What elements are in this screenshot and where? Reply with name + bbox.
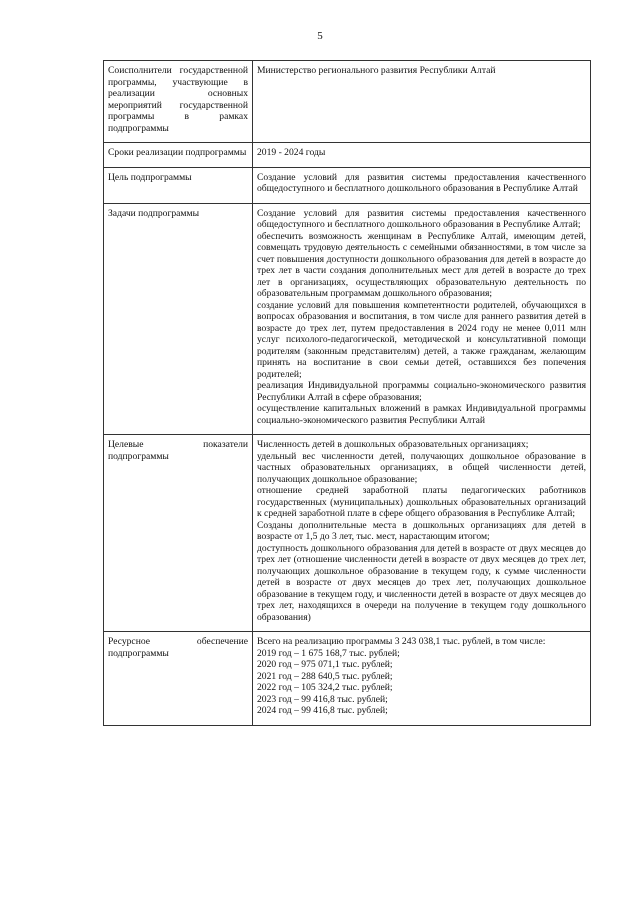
funding-line: 2021 год – 288 640,5 тыс. рублей; bbox=[257, 670, 393, 682]
table-row bbox=[104, 435, 591, 632]
funding-line: 2019 год – 1 675 168,7 тыс. рублей; bbox=[257, 647, 400, 659]
value-paragraph: создание условий для повышения компетентности родителей, обучающихся в вопросах образования и воспитания, в том числе для раннего развития детей в возрасте до трех лет, путем предоставления в 2024 году не менее 0,011 млн услуг психолого-педагогической, методической и консультативной помощи родителям (законным представителям) детей, а также гражданам, желающим принять на воспитание в свои семьи детей, оставшихся без попечения родителей; bbox=[257, 299, 586, 380]
row-value bbox=[253, 435, 591, 632]
value-paragraph: Создание условий для развития системы предоставления качественного общедоступного и бесплатного дошкольного образования в Республике Алтай bbox=[257, 171, 586, 194]
value-paragraph: реализация Индивидуальной программы социально-экономического развития Республики Алтай в сфере образования; bbox=[257, 380, 586, 403]
row-value bbox=[253, 61, 591, 143]
funding-line: 2023 год – 99 416,8 тыс. рублей; bbox=[257, 693, 388, 705]
row-label: Соисполнители государственной программы, участвующие в реализации основных мероприятий государственной программы в рамках подпрограммы bbox=[104, 61, 253, 143]
row-value bbox=[253, 167, 591, 203]
row-label: Ресурсное обеспечение подпрограммы bbox=[104, 632, 253, 726]
funding-line: 2022 год – 105 324,2 тыс. рублей; bbox=[257, 682, 393, 693]
value-paragraph: 2019 - 2024 годы bbox=[257, 147, 326, 158]
value-paragraph: Создание условий для развития системы предоставления качественного общедоступного и бесплатного дошкольного образования в Республике Алтай; bbox=[257, 207, 586, 230]
row-label: Задачи подпрограммы bbox=[104, 203, 253, 435]
value-paragraph: доступность дошкольного образования для детей в возрасте от двух месяцев до трех лет (отношение численности детей в возрасте от двух месяцев до трех лет, получающих дошкольное образование в текущем году, к сумме численности детей в возрасте от двух месяцев до трех лет, получающих дошкольное образование в текущем году, и численности детей в возрасте от двух месяцев до трех лет, находящихся в очереди на получение в текущем году дошкольного образования) bbox=[257, 542, 586, 623]
funding-line: Всего на реализацию программы 3 243 038,1 тыс. рублей, в том числе: bbox=[257, 636, 546, 647]
row-label: Сроки реализации подпрограммы bbox=[104, 143, 253, 168]
value-paragraph: Министерство регионального развития Республики Алтай bbox=[257, 65, 496, 76]
table-row bbox=[104, 143, 591, 168]
value-paragraph: отношение средней заработной платы педагогических работников государственных (муниципальных) дошкольных образовательных организаций к средней заработной плате в сфере общего образования в Республике Алтай; bbox=[257, 485, 586, 519]
row-value bbox=[253, 143, 591, 168]
funding-line: 2020 год – 975 071,1 тыс. рублей; bbox=[257, 659, 393, 670]
row-label: Целевые показатели подпрограммы bbox=[104, 435, 253, 632]
row-value bbox=[253, 203, 591, 435]
table-row bbox=[104, 203, 591, 435]
subprogram-passport-table bbox=[103, 60, 591, 726]
table-row bbox=[104, 61, 591, 143]
page-number: 5 bbox=[317, 30, 323, 42]
funding-line: 2024 год – 99 416,8 тыс. рублей; bbox=[257, 705, 388, 716]
value-paragraph: осуществление капитальных вложений в рамках Индивидуальной программы социально-экономического развития Республики Алтай bbox=[257, 403, 586, 426]
table-row bbox=[104, 632, 591, 726]
row-label: Цель подпрограммы bbox=[104, 167, 253, 203]
value-paragraph: Созданы дополнительные места в дошкольных организациях для детей в возрасте от 1,5 до 3 лет, тыс. мест, нарастающим итогом; bbox=[257, 519, 586, 542]
table-row bbox=[104, 167, 591, 203]
value-paragraph: Численность детей в дошкольных образовательных организациях; bbox=[257, 439, 529, 450]
row-value bbox=[253, 632, 591, 726]
value-paragraph: обеспечить возможность женщинам в Республике Алтай, имеющим детей, совмещать трудовую деятельность с семейными обязанностями, в том числе за счет повышения доступности дошкольного образования для детей в возрасте до трех лет в части создания дополнительных мест для детей в возрасте до трех лет в организациях, осуществляющих образовательную деятельность по образовательным программам дошкольного образования; bbox=[257, 230, 586, 299]
value-paragraph: удельный вес численности детей, получающих дошкольное образование в частных образовательных организациях, в общей численности детей, получающих дошкольное образование; bbox=[257, 450, 586, 485]
